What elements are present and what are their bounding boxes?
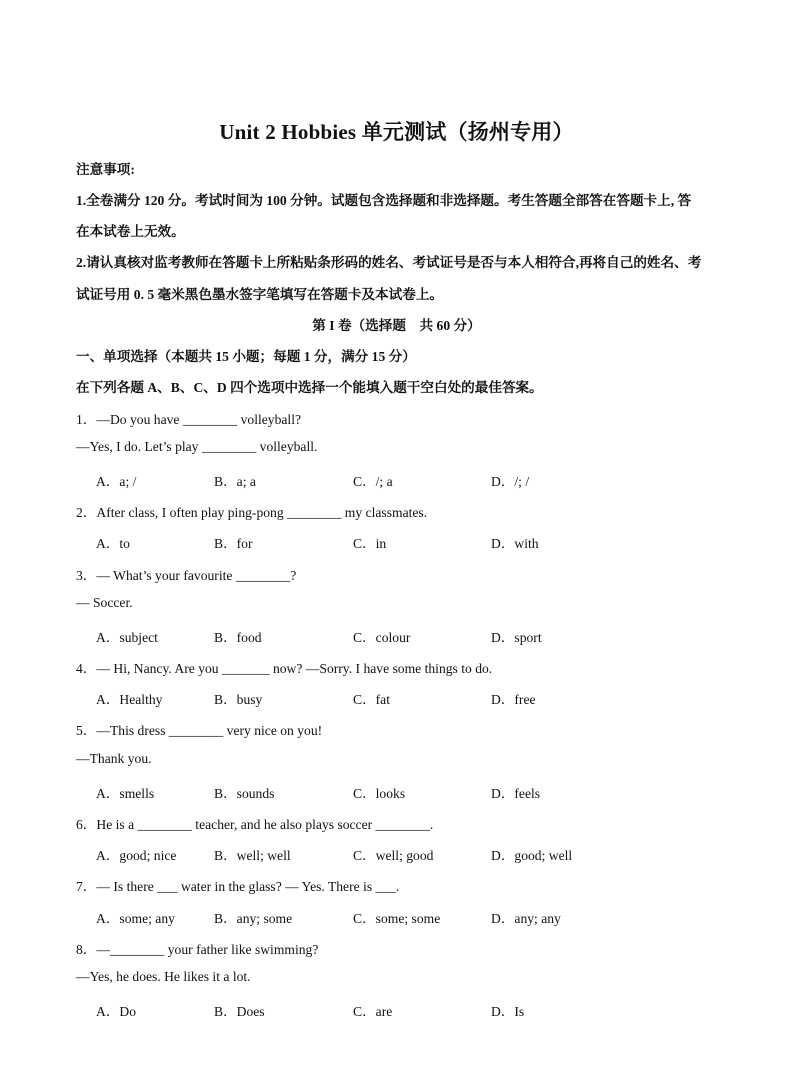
question-3-line-1: 3．— What’s your favourite ________? xyxy=(76,568,297,583)
option-a[interactable]: A．some; any xyxy=(96,911,175,926)
option-b[interactable]: B．a; a xyxy=(214,474,256,489)
option-c[interactable]: C．some; some xyxy=(353,911,441,926)
option-b[interactable]: B．for xyxy=(214,536,253,551)
option-c[interactable]: C．fat xyxy=(353,692,390,707)
option-c[interactable]: C．/; a xyxy=(353,474,393,489)
option-a[interactable]: A．Do xyxy=(96,1004,137,1019)
option-d[interactable]: D．sport xyxy=(491,630,542,645)
option-c[interactable]: C．in xyxy=(353,536,387,551)
question-2-line-1: 2．After class, I often play ping-pong ________ my classmates. xyxy=(76,505,428,520)
option-b[interactable]: B．any; some xyxy=(214,911,293,926)
notice-item-1-line-2: 在本试卷上无效。 xyxy=(76,224,185,239)
notice-item-2-line-1: 2.请认真核对监考教师在答题卡上所粘贴条形码的姓名、考试证号是否与本人相符合,再将自己的姓名、考 xyxy=(76,255,702,270)
question-8-line-2: —Yes, he does. He likes it a lot. xyxy=(76,969,251,984)
option-b[interactable]: B．food xyxy=(214,630,262,645)
option-d[interactable]: D．any; any xyxy=(491,911,561,926)
option-b[interactable]: B．well; well xyxy=(214,848,291,863)
question-1-line-1: 1．—Do you have ________ volleyball? xyxy=(76,412,302,427)
question-5-line-1: 5．—This dress ________ very nice on you! xyxy=(76,723,323,738)
page-title: Unit 2 Hobbies 单元测试（扬州专用） xyxy=(219,120,574,144)
paper-title: 第 I 卷（选择题 共 60 分） xyxy=(312,318,481,333)
part-title: 一、单项选择（本题共 15 小题；每题 1 分，满分 15 分） xyxy=(76,349,416,364)
option-d[interactable]: D．good; well xyxy=(491,848,573,863)
notice-item-1-line-1: 1.全卷满分 120 分。考试时间为 100 分钟。试题包含选择题和非选择题。考生答题全部答在答题卡上, 答 xyxy=(76,193,692,208)
question-5-line-2: —Thank you. xyxy=(76,751,152,766)
question-6-line-1: 6．He is a ________ teacher, and he also plays soccer ________. xyxy=(76,817,434,832)
option-c[interactable]: C．well; good xyxy=(353,848,434,863)
option-d[interactable]: D．free xyxy=(491,692,536,707)
option-b[interactable]: B．sounds xyxy=(214,786,275,801)
option-a[interactable]: A．to xyxy=(96,536,130,551)
option-b[interactable]: B．busy xyxy=(214,692,263,707)
question-4-line-1: 4．— Hi, Nancy. Are you _______ now? —Sorry. I have some things to do. xyxy=(76,661,493,676)
option-a[interactable]: A．smells xyxy=(96,786,155,801)
question-1-line-2: —Yes, I do. Let’s play ________ volleyball. xyxy=(76,439,318,454)
option-c[interactable]: C．are xyxy=(353,1004,393,1019)
option-d[interactable]: D．/; / xyxy=(491,474,530,489)
option-a[interactable]: A．good; nice xyxy=(96,848,177,863)
question-7-line-1: 7．— Is there ___ water in the glass? — Yes. There is ___. xyxy=(76,879,400,894)
option-c[interactable]: C．colour xyxy=(353,630,411,645)
option-d[interactable]: D．feels xyxy=(491,786,541,801)
question-8-line-1: 8．—________ your father like swimming? xyxy=(76,942,319,957)
question-3-line-2: — Soccer. xyxy=(76,595,133,610)
option-a[interactable]: A．subject xyxy=(96,630,158,645)
notice-item-2-line-2: 试证号用 0. 5 毫米黑色墨水签字笔填写在答题卡及本试卷上。 xyxy=(76,287,444,302)
option-d[interactable]: D．with xyxy=(491,536,539,551)
notice-heading: 注意事项: xyxy=(76,162,135,177)
part-instruction: 在下列各题 A、B、C、D 四个选项中选择一个能填入题干空白处的最佳答案。 xyxy=(76,380,543,395)
option-b[interactable]: B．Does xyxy=(214,1004,265,1019)
option-c[interactable]: C．looks xyxy=(353,786,406,801)
option-d[interactable]: D．Is xyxy=(491,1004,525,1019)
option-a[interactable]: A．a; / xyxy=(96,474,137,489)
option-a[interactable]: A．Healthy xyxy=(96,692,163,707)
